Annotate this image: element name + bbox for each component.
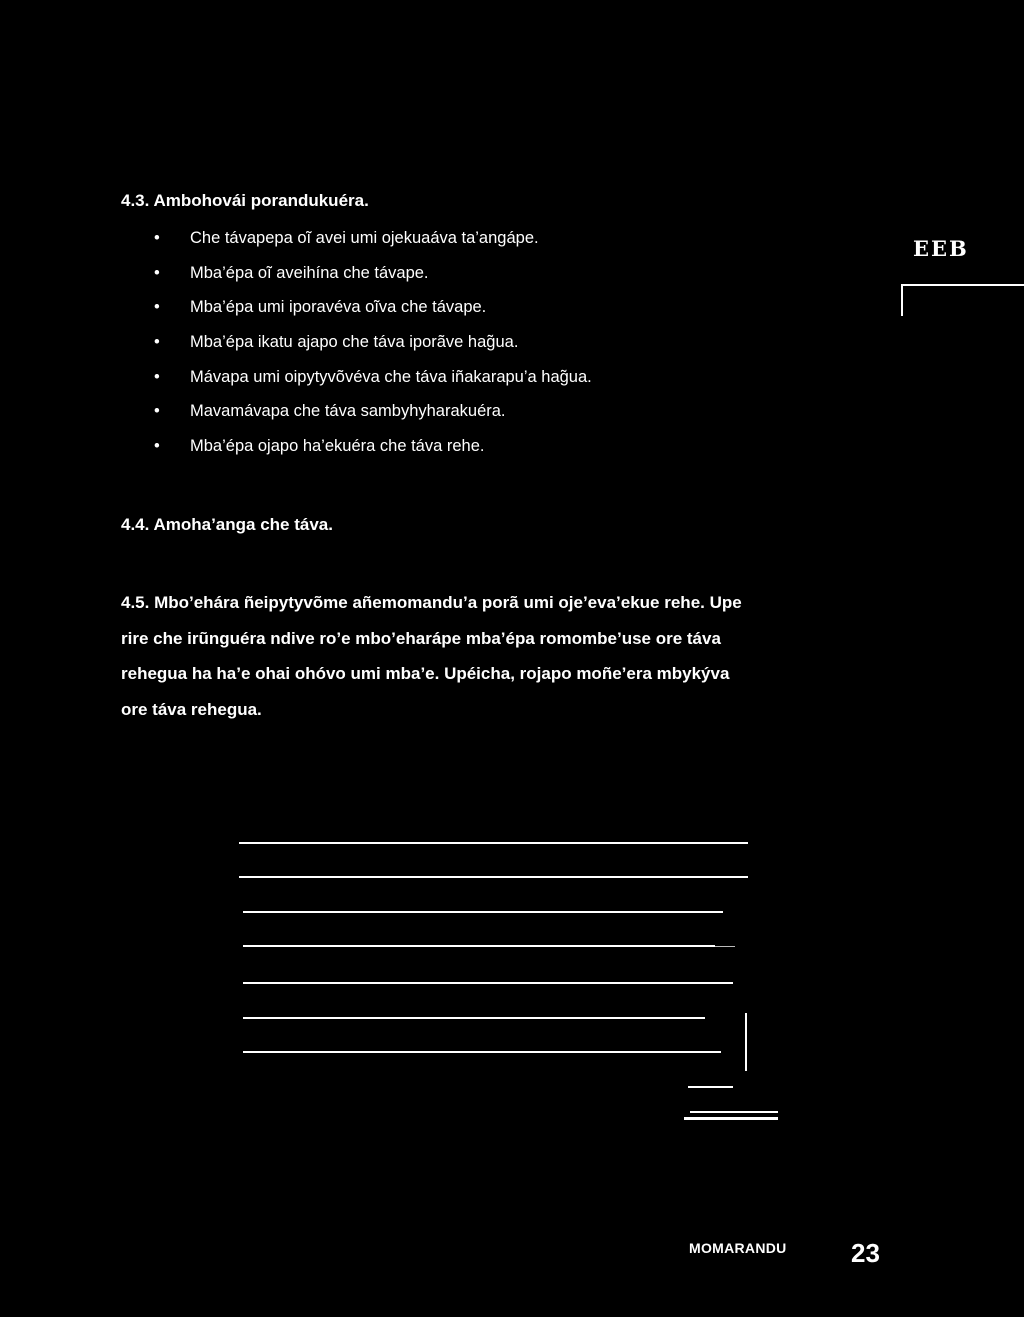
footer-label: MOMARANDU — [689, 1240, 787, 1256]
list-item-text: Mba’épa ikatu ajapo che táva iporãve hag̃ua. — [190, 333, 519, 352]
writing-line — [239, 876, 748, 878]
writing-line — [688, 1086, 733, 1088]
bullet-icon: • — [154, 437, 160, 456]
section-4-5-paragraph: 4.5. Mbo’ehára ñeipytyvõme añemomandu’a porã umi oje’eva’ekue rehe. Upe rire che irũnguéra ndive ro’e mbo’eharápe mba’épa romombe’use ore táva rehegua ha ha’e ohai ohóvo umi mba’e. Upéicha, rojapo moñe’era mbykýva ore táva rehegua. — [121, 593, 742, 719]
bullet-icon: • — [154, 263, 160, 282]
writing-line — [243, 982, 733, 984]
section-4-3-heading: 4.3. Ambohovái porandukuéra. — [121, 191, 369, 210]
writing-line — [684, 1117, 778, 1120]
side-tab-label: EEB — [913, 236, 969, 261]
list-item-text: Mba’épa umi iporavéva oĩva che távape. — [190, 298, 487, 317]
writing-line — [243, 945, 715, 947]
list-item-text: Mba’épa oĩ aveihína che távape. — [190, 263, 429, 282]
writing-line — [243, 1051, 721, 1053]
writing-line — [690, 1111, 778, 1113]
bullet-icon: • — [154, 402, 160, 421]
list-item-text: Mávapa umi oipytyvõvéva che táva iñakarapu’a hag̃ua. — [190, 367, 592, 386]
writing-line — [715, 946, 735, 947]
list-item-text: Che távapepa oĩ avei umi ojekuaáva ta’angápe. — [190, 229, 539, 247]
margin-mark — [745, 1013, 747, 1071]
writing-line — [239, 842, 748, 844]
bullet-icon: • — [154, 229, 160, 247]
section-4-4-heading: 4.4. Amoha’anga che táva. — [121, 515, 333, 534]
list-item-text: Mba’épa ojapo ha’ekuéra che táva rehe. — [190, 437, 485, 456]
bullet-icon: • — [154, 333, 160, 352]
writing-line — [243, 911, 723, 913]
bullet-icon: • — [154, 298, 160, 317]
bullet-icon: • — [154, 367, 160, 386]
writing-line — [243, 1017, 705, 1019]
list-item-text: Mavamávapa che táva sambyhyharakuéra. — [190, 402, 506, 421]
side-tab-rule — [901, 284, 1024, 316]
page-number: 23 — [851, 1238, 880, 1268]
